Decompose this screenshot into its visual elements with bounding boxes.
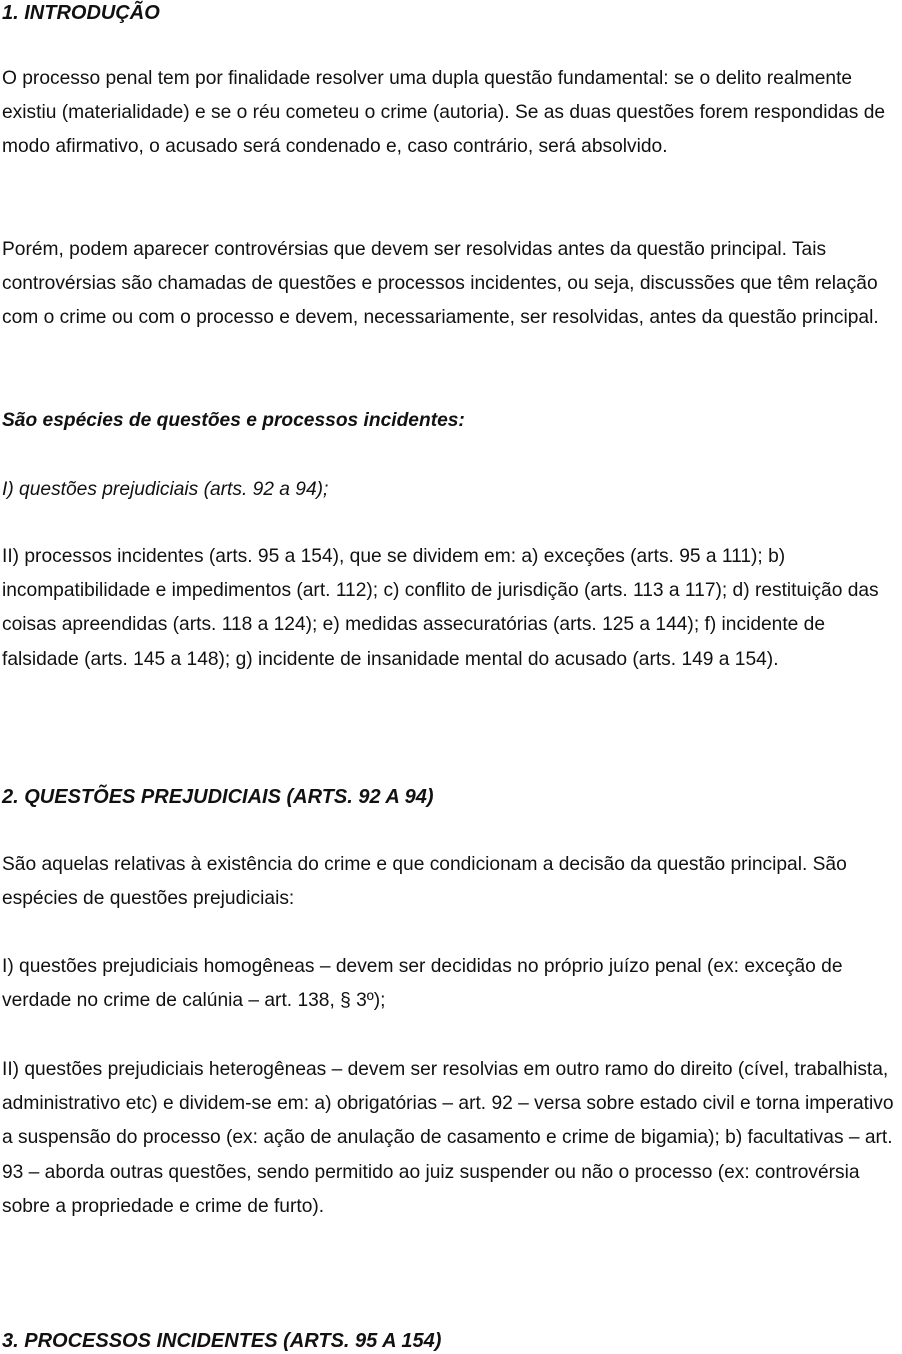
section-2-title: 2. QUESTÕES PREJUDICIAIS (ARTS. 92 A 94) xyxy=(2,786,434,808)
section-1-paragraph-2: Porém, podem aparecer controvérsias que devem ser resolvidas antes da questão principal. Tais controvérsias são chamadas de questões e processos incidentes, ou seja, discussões que têm relação com o crime ou com o processo e devem, necessariamente, ser resolvidas, antes da questão principal. xyxy=(2,239,879,329)
section-2-item-2: II) questões prejudiciais heterogêneas – devem ser resolvias em outro ramo do direito (cível, trabalhista, administrativo etc) e dividem-se em: a) obrigatórias – art. 92 – versa sobre estado civil e torna imperativo a suspensão do processo (ex: ação de anulação de casamento e crime de bigamia); b) facultativas – art. 93 – aborda outras questões, sendo permitido ao juiz suspender ou não o processo (ex: controvérsia sobre a propriedade e crime de furto). xyxy=(2,1059,894,1217)
species-item-1: I) questões prejudiciais (arts. 92 a 94); xyxy=(2,479,329,500)
section-2-item-1: I) questões prejudiciais homogêneas – devem ser decididas no próprio juízo penal (ex: exceção de verdade no crime de calúnia – art. 138, § 3º); xyxy=(2,956,843,1012)
species-heading: São espécies de questões e processos incidentes: xyxy=(2,410,465,431)
section-1-paragraph-1: O processo penal tem por finalidade resolver uma dupla questão fundamental: se o delito realmente existiu (materialidade) e se o réu cometeu o crime (autoria). Se as duas questões forem respondidas de modo afirmativo, o acusado será condenado e, caso contrário, será absolvido. xyxy=(2,68,886,158)
species-item-2: II) processos incidentes (arts. 95 a 154), que se dividem em: a) exceções (arts. 95 a 111); b) incompatibilidade e impedimentos (art. 112); c) conflito de jurisdição (arts. 113 a 117); d) restituição das coisas apreendidas (arts. 118 a 124); e) medidas assecuratórias (arts. 125 a 144); f) incidente de falsidade (arts. 145 a 148); g) incidente de insanidade mental do acusado (arts. 149 a 154). xyxy=(2,546,879,670)
section-2-paragraph-1: São aquelas relativas à existência do crime e que condicionam a decisão da questão principal. São espécies de questões prejudiciais: xyxy=(2,854,847,910)
section-1-title: 1. INTRODUÇÃO xyxy=(2,2,160,24)
section-3-title: 3. PROCESSOS INCIDENTES (ARTS. 95 A 154) xyxy=(2,1330,442,1352)
